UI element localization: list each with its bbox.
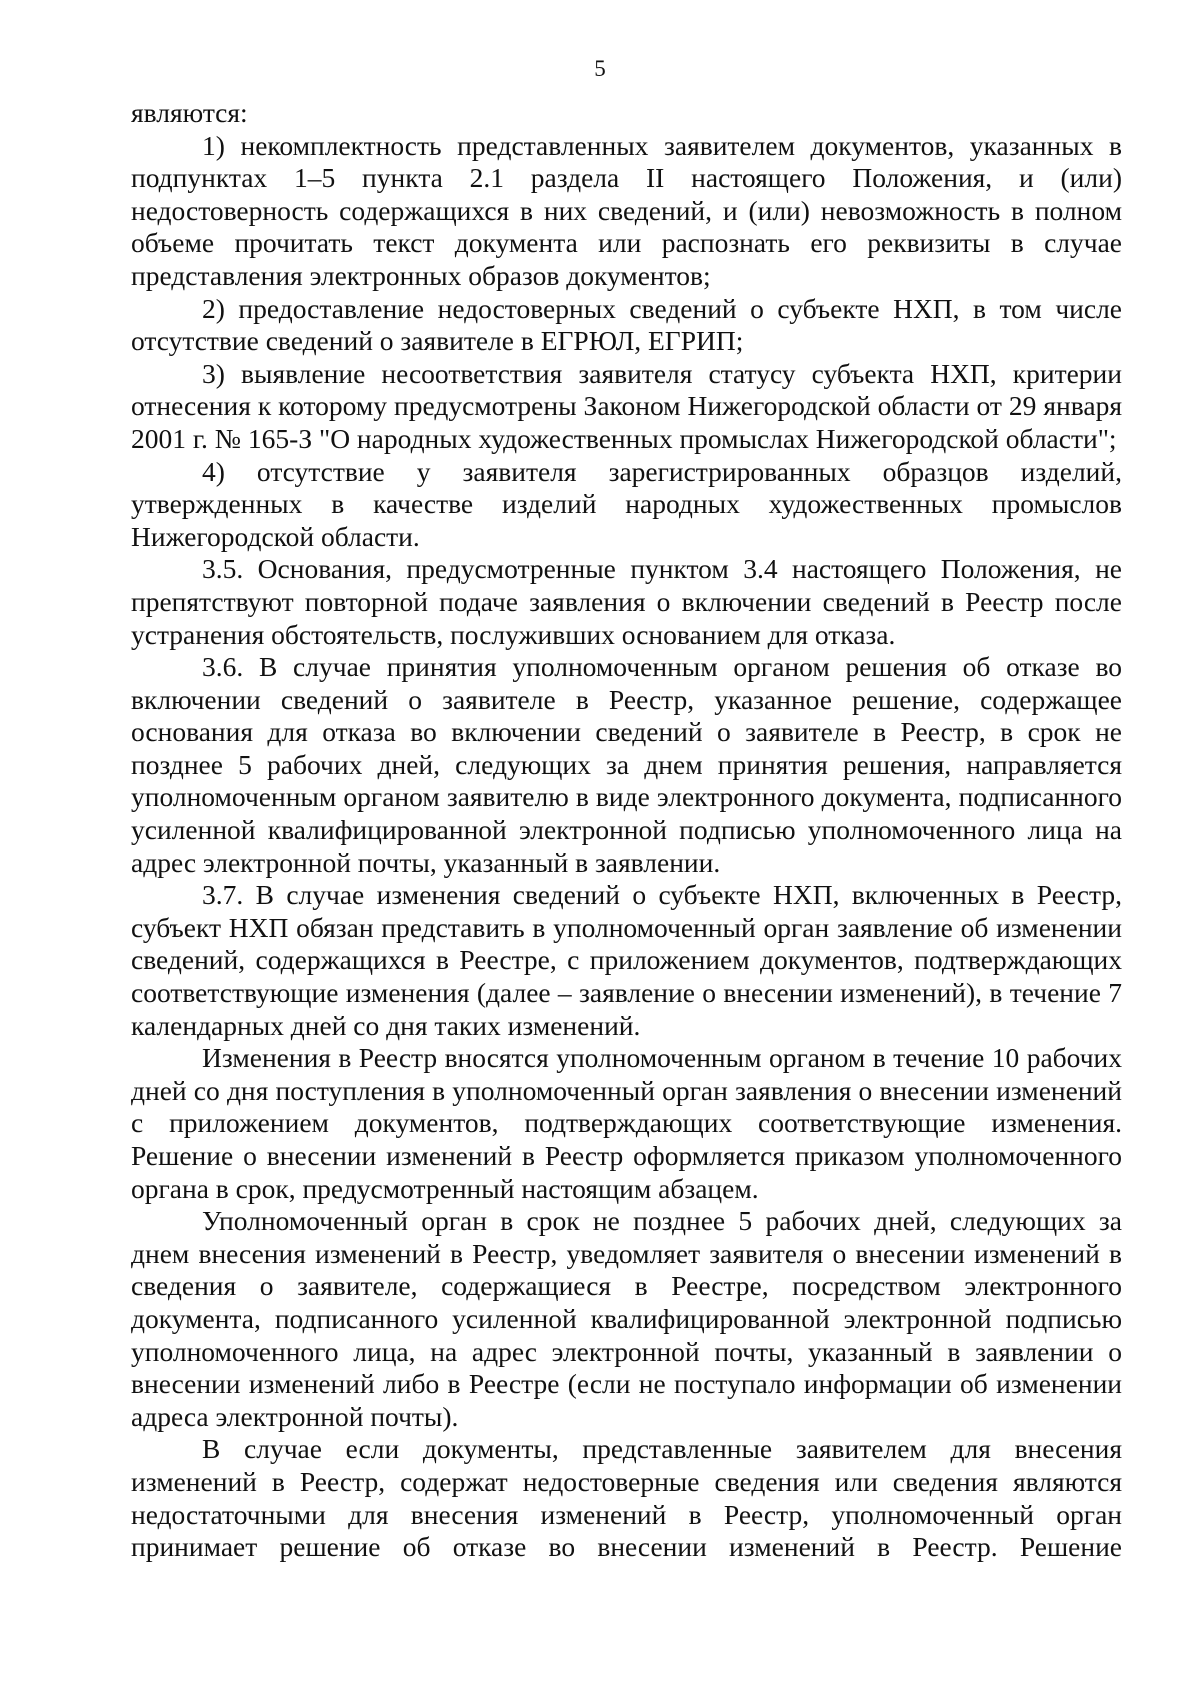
paragraph-section-3-5: 3.5. Основания, предусмотренные пунктом 3.4 настоящего Положения, не препятствуют повторной подаче заявления о включении сведений в Реестр после устранения обстоятельств, послуживших основанием для отказа.	[131, 553, 1122, 650]
page-number: 5	[594, 56, 606, 81]
paragraph-item-3: 3) выявление несоответствия заявителя статусу субъекта НХП, критерии отнесения к которому предусмотрены Законом Нижегородской области от 29 января 2001 г. № 165-З "О народных художественных промыслах Нижегородской области";	[131, 357, 1122, 454]
document-body	[131, 97, 1122, 1564]
paragraph-continuation: являются:	[131, 97, 248, 128]
paragraph-changes-in-registry: Изменения в Реестр вносятся уполномоченным органом в течение 10 рабочих дней со дня поступления в уполномоченный орган заявления о внесении изменений с приложением документов, подтверждающих соответствующие изменения. Решение о внесении изменений в Реестр оформляется приказом уполномоченного органа в срок, предусмотренный настоящим абзацем.	[131, 1042, 1122, 1204]
paragraph-item-1: 1) некомплектность представленных заявителем документов, указанных в подпунктах 1–5 пункта 2.1 раздела II настоящего Положения, и (или) недостоверность содержащихся в них сведений, и (или) невозможность в полном объеме прочитать текст документа или распознать его реквизиты в случае представления электронных образов документов;	[131, 129, 1122, 291]
paragraph-section-3-6: 3.6. В случае принятия уполномоченным органом решения об отказе во включении сведений о заявителе в Реестр, указанное решение, содержащее основания для отказа во включении сведений о заявителе в Реестр, в срок не позднее 5 рабочих дней, следующих за днем принятия решения, направляется уполномоченным органом заявителю в виде электронного документа, подписанного усиленной квалифицированной электронной подписью уполномоченного лица на адрес электронной почты, указанный в заявлении.	[131, 651, 1122, 878]
paragraph-item-2: 2) предоставление недостоверных сведений о субъекте НХП, в том числе отсутствие сведений о заявителе в ЕГРЮЛ, ЕГРИП;	[131, 292, 1122, 357]
paragraph-item-4: 4) отсутствие у заявителя зарегистрированных образцов изделий, утвержденных в качестве изделий народных художественных промыслов Нижегородской области.	[131, 455, 1122, 552]
paragraph-notification: Уполномоченный орган в срок не позднее 5 рабочих дней, следующих за днем внесения изменений в Реестр, уведомляет заявителя о внесении изменений в сведения о заявителе, содержащиеся в Реестре, посредством электронного документа, подписанного усиленной квалифицированной электронной подписью уполномоченного лица, на адрес электронной почты, указанный в заявлении о внесении изменений либо в Реестре (если не поступало информации об изменении адреса электронной почты).	[131, 1205, 1122, 1432]
paragraph-section-3-7: 3.7. В случае изменения сведений о субъекте НХП, включенных в Реестр, субъект НХП обязан представить в уполномоченный орган заявление об изменении сведений, содержащихся в Реестре, с приложением документов, подтверждающих соответствующие изменения (далее – заявление о внесении изменений), в течение 7 календарных дней со дня таких изменений.	[131, 879, 1122, 1041]
paragraph-refusal: В случае если документы, представленные заявителем для внесения изменений в Реестр, содержат недостоверные сведения или сведения являются недостаточными для внесения изменений в Реестр, уполномоченный орган принимает решение об отказе во внесении изменений в Реестр. Решение	[131, 1433, 1122, 1563]
